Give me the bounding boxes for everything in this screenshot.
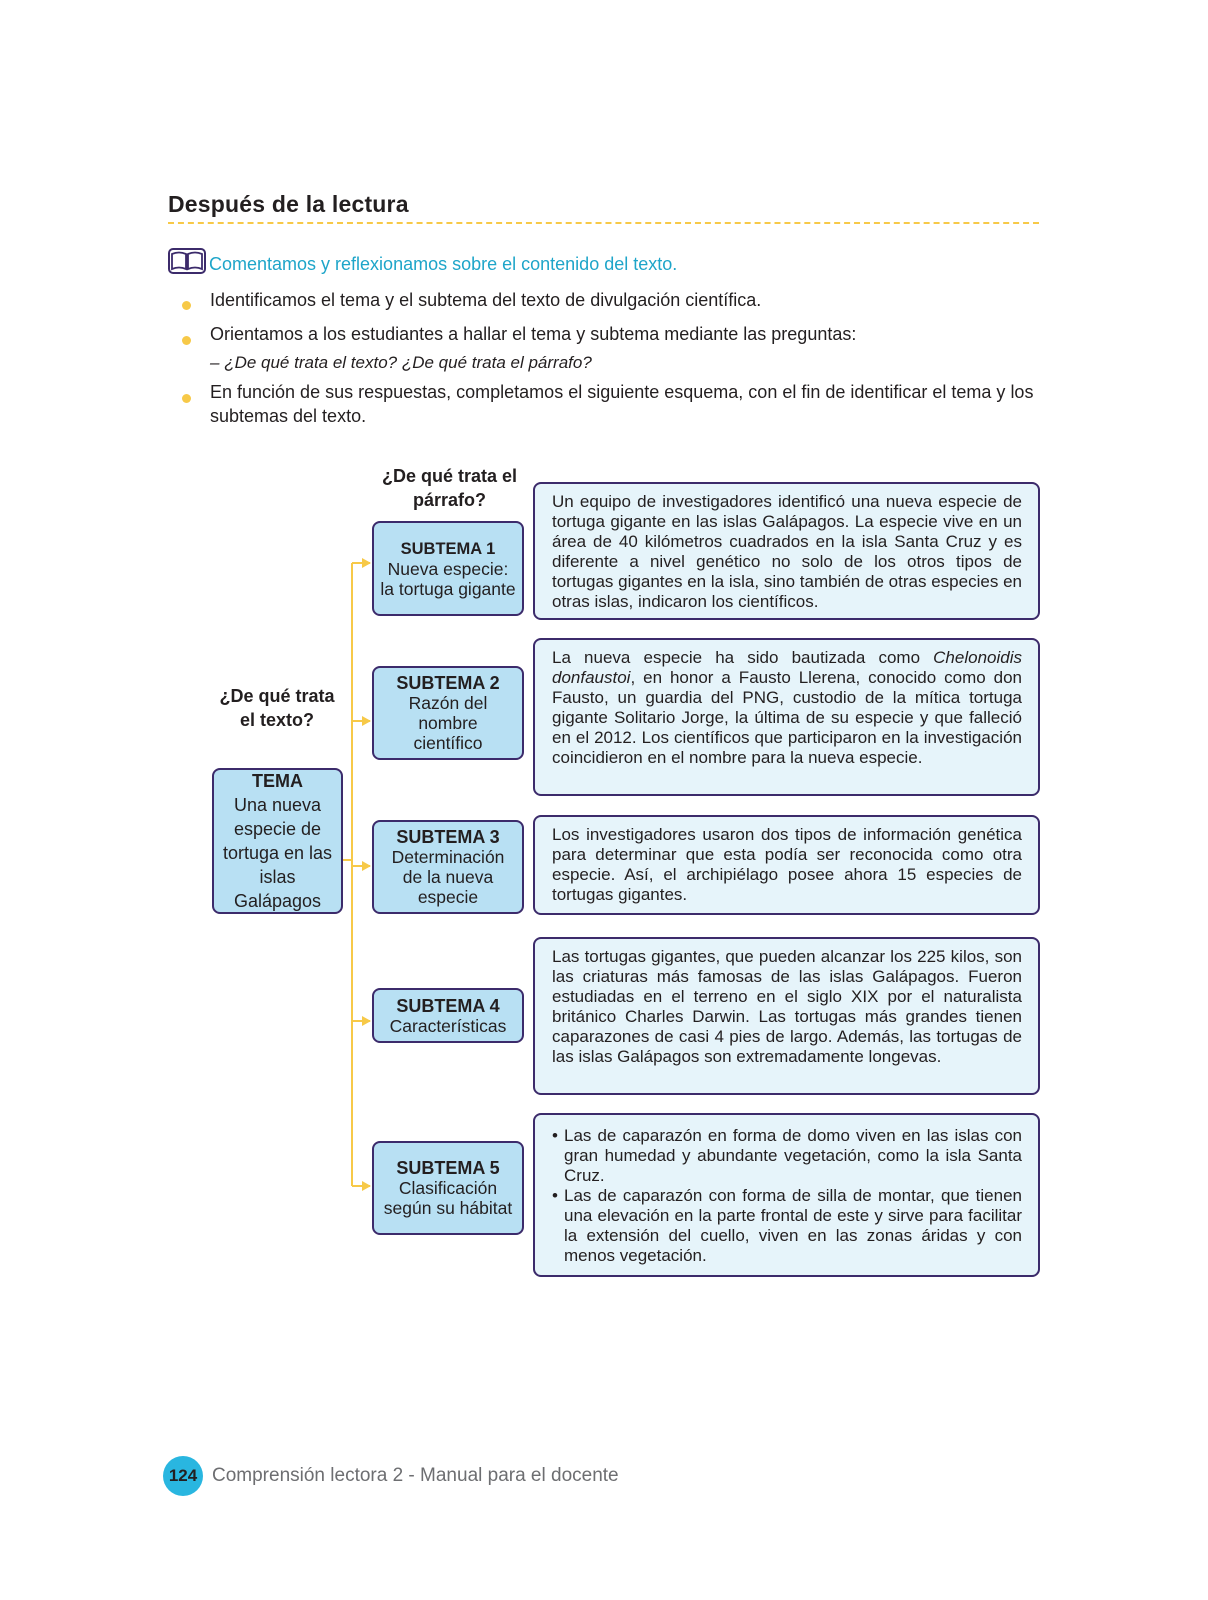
tema-title: TEMA	[252, 771, 303, 791]
subtema-4-text: Características	[389, 1015, 507, 1036]
subtema-2-title: SUBTEMA 2	[396, 673, 500, 693]
book-title: Comprensión lectora 2 - Manual para el docente	[212, 1465, 619, 1486]
subtema-5-title: SUBTEMA 5	[396, 1158, 500, 1178]
subtema-5-box	[372, 1141, 524, 1235]
paragraph-5-box	[533, 1113, 1040, 1277]
list-item: • Las de caparazón en forma de domo viven en las islas con gran humedad y abundante vegetación, como la isla Santa Cruz.	[552, 1126, 1022, 1186]
instruction-1: Identificamos el tema y el subtema del texto de divulgación científica.	[210, 290, 762, 310]
paragraph-4-box	[533, 937, 1040, 1095]
subtema-1-text: Nueva especie: la tortuga gigante	[380, 558, 516, 599]
subtema-3-box	[372, 820, 524, 914]
habitat-list	[552, 1126, 1022, 1266]
paragraph-4-text: Las tortugas gigantes, que pueden alcanzar los 225 kilos, son las criaturas más famosas de las islas Galápagos. Fueron estudiadas en el terreno en el siglo XIX por el naturalista británico Charles Darwin. Las tortugas más grandes tienen caparazones de casi 4 pies de largo. Además, las tortugas de las islas Galápagos son extremadamente longevas.	[552, 947, 1022, 1066]
subtema-2-box	[372, 666, 524, 760]
subtema-3-text: Determinación de la nueva especie	[391, 847, 505, 907]
question-text-label: ¿De qué trata el texto?	[219, 686, 335, 730]
page-number-badge: 124	[163, 1456, 203, 1496]
paragraph-1-box	[533, 482, 1040, 620]
paragraph-2-box	[533, 638, 1040, 796]
question-paragraph-label: ¿De qué trata el párrafo?	[381, 466, 518, 510]
subtema-1-title: SUBTEMA 1	[400, 539, 496, 558]
subtema-3-title: SUBTEMA 3	[396, 827, 500, 847]
tema-text: Una nueva especie de tortuga en las islas Galápagos	[222, 795, 333, 911]
subtema-4-box	[372, 988, 524, 1043]
paragraph-2-text-end: , en honor a Fausto Llerena, conocido como don Fausto, un guardia del PNG, custodio de la mítica tortuga gigante Solitario Jorge, la última de su especie y que falleció en el 2012. Los científicos que participaron en la investigación coincidieron en el nombre para la nueva especie.	[552, 668, 1022, 767]
sub-question: ¿De qué trata el texto? ¿De qué trata el párrafo?	[224, 353, 592, 372]
subtema-4-title: SUBTEMA 4	[396, 995, 500, 1016]
instruction-2: Orientamos a los estudiantes a hallar el tema y subtema mediante las preguntas:	[210, 324, 857, 344]
section-title: Después de la lectura	[168, 191, 409, 217]
sub-question-line: – ¿De qué trata el texto? ¿De qué trata el párrafo?	[210, 353, 592, 372]
paragraph-3-box	[533, 815, 1040, 915]
species-name: Chelonoidis donfaustoi	[552, 648, 1022, 687]
paragraph-1-text: Un equipo de investigadores identificó una nueva especie de tortuga gigante en las islas Galápagos. La especie vive en un área de 40 kilómetros cuadrados en la isla Santa Cruz y es diferente a nivel genético no solo de los otros tipos de tortugas gigantes en la isla, sino también de otras especies en otras islas, indicaron los científicos.	[552, 492, 1022, 611]
subtema-1-box	[372, 521, 524, 616]
instruction-3: En función de sus respuestas, completamos el siguiente esquema, con el fin de identificar el tema y los subtemas del texto.	[210, 382, 1034, 426]
subtema-2-text: Razón del nombre científico	[408, 693, 488, 753]
subtema-5-text: Clasificación según su hábitat	[383, 1178, 513, 1218]
paragraph-3-text: Los investigadores usaron dos tipos de información genética para determinar que esta podía ser reconocida como otra especie. Así, el archipiélago posee ahora 15 especies de tortugas gigantes.	[552, 825, 1022, 904]
tema-box	[212, 768, 343, 914]
subheading: Comentamos y reflexionamos sobre el contenido del texto.	[209, 254, 678, 274]
paragraph-2-text-start: La nueva especie ha sido bautizada como	[552, 648, 934, 667]
list-item: • Las de caparazón con forma de silla de montar, que tienen una elevación en la parte frontal de este y sirve para facilitar la extensión del cuello, viven en las zonas áridas y con menos vegetación.	[552, 1186, 1022, 1266]
